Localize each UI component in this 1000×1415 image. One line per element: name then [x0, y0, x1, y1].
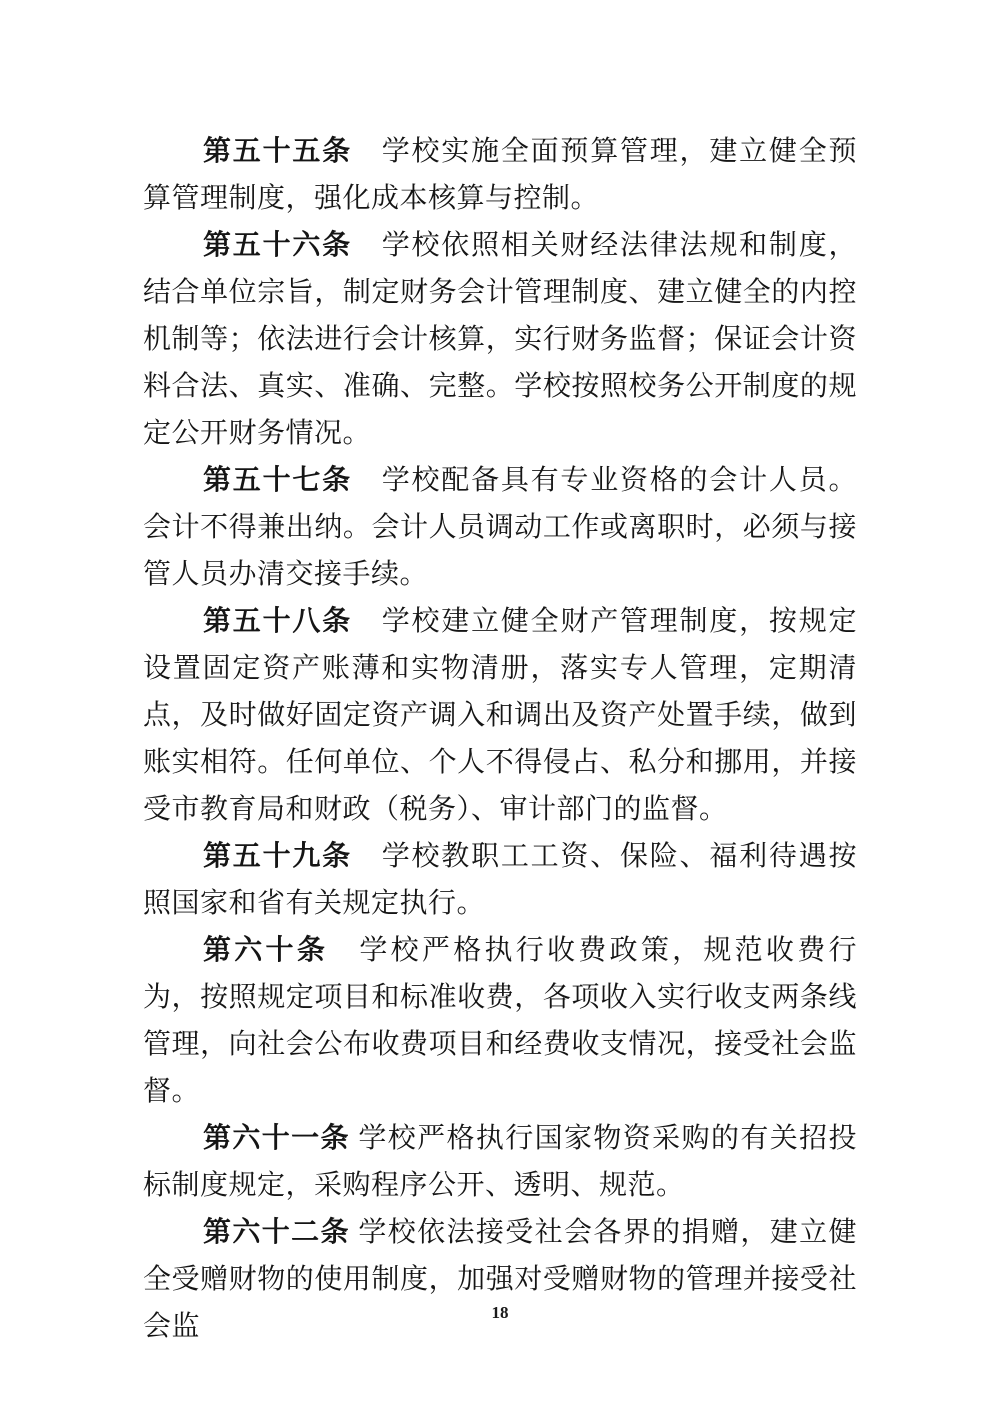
article-text: 学校严格执行国家物资采购的有关招投标制度规定，采购程序公开、透明、规范。 [143, 1123, 857, 1201]
article-text: 学校建立健全财产管理制度，按规定设置固定资产账薄和实物清册，落实专人管理，定期清点，及时做好固定资产调入和调出及资产处置手续，做到账实相符。任何单位、个人不得侵占、私分和挪用，并接受市教育局和财政（税务）、审计部门的监督。 [143, 606, 857, 825]
article-separator [352, 136, 382, 167]
article-text: 学校依法接受社会各界的捐赠，建立健全受赠财物的使用制度，加强对受赠财物的管理并接受社会监 [143, 1217, 857, 1342]
article-paragraph [143, 222, 857, 457]
article-paragraph [143, 833, 857, 927]
article-number: 第五十九条 [203, 841, 352, 872]
article-paragraph [143, 1209, 857, 1350]
article-separator [328, 935, 359, 966]
article-number: 第六十一条 [203, 1123, 350, 1154]
article-text: 学校实施全面预算管理，建立健全预算管理制度，强化成本核算与控制。 [143, 136, 857, 214]
article-text: 学校严格执行收费政策，规范收费行为，按照规定项目和标准收费，各项收入实行收支两条线管理，向社会公布收费项目和经费收支情况，接受社会监督。 [143, 935, 857, 1107]
article-paragraph [143, 457, 857, 598]
page-number: 18 [491, 1303, 509, 1322]
article-text: 学校依照相关财经法律法规和制度，结合单位宗旨，制定财务会计管理制度、建立健全的内控机制等；依法进行会计核算，实行财务监督；保证会计资料合法、真实、准确、完整。学校按照校务公开制度的规定公开财务情况。 [143, 230, 857, 449]
article-text: 学校教职工工资、保险、福利待遇按照国家和省有关规定执行。 [143, 841, 857, 919]
article-number: 第五十六条 [203, 230, 352, 261]
article-number: 第六十二条 [203, 1217, 350, 1248]
article-separator [352, 841, 382, 872]
article-paragraph [143, 598, 857, 833]
article-number: 第五十七条 [203, 465, 352, 496]
article-paragraph [143, 927, 857, 1115]
page-footer [0, 1303, 1000, 1323]
article-paragraph [143, 1115, 857, 1209]
article-separator [352, 465, 382, 496]
article-number: 第五十八条 [203, 606, 352, 637]
article-separator [352, 230, 382, 261]
article-separator [352, 606, 382, 637]
article-number: 第五十五条 [203, 136, 352, 167]
article-text: 学校配备具有专业资格的会计人员。会计不得兼出纳。会计人员调动工作或离职时，必须与接管人员办清交接手续。 [143, 465, 857, 590]
document-body [143, 128, 857, 1350]
article-paragraph [143, 128, 857, 222]
article-number: 第六十条 [203, 935, 329, 966]
